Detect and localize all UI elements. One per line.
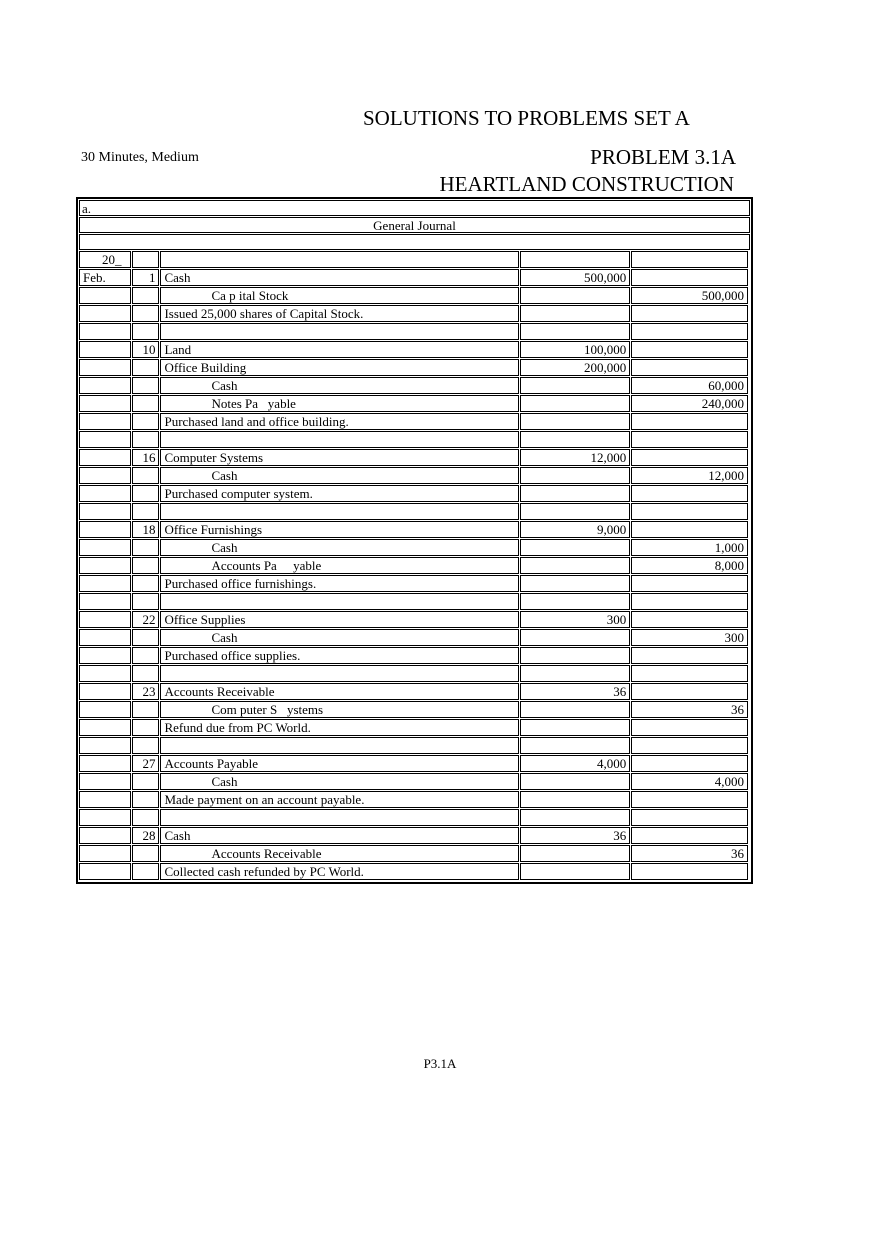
credit-cell: [631, 521, 748, 538]
page-title: SOLUTIONS TO PROBLEMS SET A: [363, 106, 690, 130]
day-cell: [132, 809, 159, 826]
blank-row: [79, 503, 748, 520]
day-cell: [132, 863, 159, 880]
month-cell: [79, 791, 131, 808]
account-cell: [160, 431, 518, 448]
journal-entry-row: [79, 647, 748, 664]
month-cell: [79, 557, 131, 574]
journal-entry-row: [79, 305, 748, 322]
blank-row: [79, 323, 748, 340]
debit-cell: [520, 539, 631, 556]
explanation-cell: Refund due from PC World.: [160, 719, 518, 736]
journal-entry-row: [79, 269, 748, 286]
debit-cell: [520, 863, 631, 880]
day-cell: 27: [132, 755, 159, 772]
day-cell: [132, 773, 159, 790]
credit-cell: 4,000: [631, 773, 748, 790]
credit-cell: 12,000: [631, 467, 748, 484]
month-cell: [79, 647, 131, 664]
debit-cell: [520, 701, 631, 718]
credit-cell: 300: [631, 629, 748, 646]
credit-cell: [631, 827, 748, 844]
debit-cell: 200,000: [520, 359, 631, 376]
month-cell: [79, 485, 131, 502]
debit-cell: 36: [520, 683, 631, 700]
month-cell: [79, 593, 131, 610]
debit-cell: [520, 647, 631, 664]
day-cell: [132, 323, 159, 340]
day-cell: [132, 467, 159, 484]
day-cell: 16: [132, 449, 159, 466]
account-cell: [160, 503, 518, 520]
account-cell: [160, 323, 518, 340]
account-cell: Cash: [160, 773, 518, 790]
credit-cell: [631, 485, 748, 502]
account-cell: Accounts Pa yable: [160, 557, 518, 574]
journal-entry-row: [79, 719, 748, 736]
day-cell: [132, 359, 159, 376]
account-cell: Computer Systems: [160, 449, 518, 466]
journal-entry-row: [79, 701, 748, 718]
journal-entry-row: [79, 485, 748, 502]
month-cell: [79, 395, 131, 412]
debit-cell: [520, 323, 631, 340]
account-cell: Com puter S ystems: [160, 701, 518, 718]
debit-cell: [520, 557, 631, 574]
credit-cell: [631, 305, 748, 322]
journal-entry-row: [79, 287, 748, 304]
month-cell: [79, 701, 131, 718]
day-cell: [132, 701, 159, 718]
day-cell: [132, 413, 159, 430]
month-cell: [79, 827, 131, 844]
month-cell: [79, 503, 131, 520]
journal-entry-row: [79, 413, 748, 430]
debit-cell: 100,000: [520, 341, 631, 358]
journal-entry-row: [79, 827, 748, 844]
month-cell: [79, 575, 131, 592]
day-cell: [132, 395, 159, 412]
journal-entry-row: [79, 863, 748, 880]
credit-cell: [631, 359, 748, 376]
credit-cell: 36: [631, 845, 748, 862]
spacer-row: [79, 234, 750, 250]
part-label: a.: [79, 200, 750, 216]
journal-entry-row: [79, 683, 748, 700]
journal-table: [78, 250, 749, 881]
day-cell: [132, 737, 159, 754]
debit-cell: [520, 665, 631, 682]
account-cell: Cash: [160, 539, 518, 556]
day-cell: [132, 665, 159, 682]
day-cell: 18: [132, 521, 159, 538]
credit-cell: [631, 809, 748, 826]
day-cell: [132, 575, 159, 592]
month-cell: [79, 431, 131, 448]
account-cell: Ca p ital Stock: [160, 287, 518, 304]
month-cell: [79, 863, 131, 880]
explanation-cell: Purchased land and office building.: [160, 413, 518, 430]
empty-cell: [160, 251, 518, 268]
account-cell: Accounts Payable: [160, 755, 518, 772]
debit-cell: [520, 377, 631, 394]
month-cell: [79, 665, 131, 682]
credit-cell: [631, 683, 748, 700]
journal-body: [79, 251, 748, 880]
journal-entry-row: [79, 539, 748, 556]
credit-cell: [631, 719, 748, 736]
month-cell: [79, 719, 131, 736]
month-cell: [79, 521, 131, 538]
account-cell: Notes Pa yable: [160, 395, 518, 412]
account-cell: Land: [160, 341, 518, 358]
debit-cell: [520, 395, 631, 412]
credit-cell: [631, 593, 748, 610]
debit-cell: [520, 791, 631, 808]
problem-number: PROBLEM 3.1A: [590, 145, 736, 169]
empty-cell: [520, 251, 631, 268]
day-cell: [132, 719, 159, 736]
month-cell: [79, 755, 131, 772]
credit-cell: 36: [631, 701, 748, 718]
journal-entry-row: [79, 611, 748, 628]
day-cell: 22: [132, 611, 159, 628]
empty-cell: [631, 251, 748, 268]
day-cell: [132, 377, 159, 394]
credit-cell: [631, 647, 748, 664]
journal-entry-row: [79, 575, 748, 592]
journal-entry-row: [79, 377, 748, 394]
credit-cell: 60,000: [631, 377, 748, 394]
year-row: [79, 251, 748, 268]
day-cell: [132, 503, 159, 520]
day-cell: [132, 845, 159, 862]
credit-cell: [631, 737, 748, 754]
general-journal: [76, 197, 753, 884]
month-cell: [79, 287, 131, 304]
day-cell: 1: [132, 269, 159, 286]
journal-entry-row: [79, 359, 748, 376]
credit-cell: [631, 323, 748, 340]
explanation-cell: Made payment on an account payable.: [160, 791, 518, 808]
account-cell: Cash: [160, 467, 518, 484]
credit-cell: [631, 431, 748, 448]
blank-row: [79, 593, 748, 610]
explanation-cell: Purchased office supplies.: [160, 647, 518, 664]
credit-cell: [631, 449, 748, 466]
empty-cell: [132, 251, 159, 268]
debit-cell: [520, 773, 631, 790]
day-cell: [132, 557, 159, 574]
debit-cell: [520, 737, 631, 754]
month-cell: [79, 539, 131, 556]
credit-cell: [631, 611, 748, 628]
account-cell: Accounts Receivable: [160, 683, 518, 700]
journal-entry-row: [79, 449, 748, 466]
day-cell: 28: [132, 827, 159, 844]
month-cell: [79, 467, 131, 484]
month-cell: [79, 737, 131, 754]
account-cell: Accounts Receivable: [160, 845, 518, 862]
month-cell: [79, 773, 131, 790]
debit-cell: [520, 413, 631, 430]
account-cell: [160, 665, 518, 682]
account-cell: [160, 737, 518, 754]
day-cell: 10: [132, 341, 159, 358]
debit-cell: [520, 503, 631, 520]
day-cell: [132, 431, 159, 448]
journal-entry-row: [79, 845, 748, 862]
month-cell: [79, 377, 131, 394]
credit-cell: [631, 755, 748, 772]
explanation-cell: Purchased computer system.: [160, 485, 518, 502]
debit-cell: [520, 845, 631, 862]
credit-cell: 1,000: [631, 539, 748, 556]
account-cell: [160, 809, 518, 826]
credit-cell: [631, 863, 748, 880]
day-cell: [132, 287, 159, 304]
account-cell: Office Furnishings: [160, 521, 518, 538]
debit-cell: 4,000: [520, 755, 631, 772]
credit-cell: 500,000: [631, 287, 748, 304]
day-cell: [132, 593, 159, 610]
account-cell: Office Supplies: [160, 611, 518, 628]
debit-cell: 500,000: [520, 269, 631, 286]
debit-cell: [520, 719, 631, 736]
day-cell: 23: [132, 683, 159, 700]
page-footer: P3.1A: [423, 1056, 457, 1071]
journal-entry-row: [79, 791, 748, 808]
debit-cell: 36: [520, 827, 631, 844]
account-cell: Cash: [160, 377, 518, 394]
month-cell: Feb.: [79, 269, 131, 286]
journal-title: General Journal: [79, 217, 750, 233]
debit-cell: [520, 593, 631, 610]
month-cell: [79, 611, 131, 628]
credit-cell: [631, 413, 748, 430]
credit-cell: [631, 341, 748, 358]
journal-entry-row: [79, 467, 748, 484]
day-cell: [132, 485, 159, 502]
debit-cell: [520, 287, 631, 304]
debit-cell: 300: [520, 611, 631, 628]
month-cell: [79, 413, 131, 430]
journal-entry-row: [79, 341, 748, 358]
day-cell: [132, 647, 159, 664]
credit-cell: 8,000: [631, 557, 748, 574]
time-difficulty-label: 30 Minutes, Medium: [81, 150, 199, 165]
credit-cell: [631, 575, 748, 592]
month-cell: [79, 629, 131, 646]
explanation-cell: Collected cash refunded by PC World.: [160, 863, 518, 880]
journal-entry-row: [79, 557, 748, 574]
journal-entry-row: [79, 629, 748, 646]
day-cell: [132, 791, 159, 808]
month-cell: [79, 683, 131, 700]
debit-cell: [520, 629, 631, 646]
month-cell: [79, 359, 131, 376]
debit-cell: [520, 809, 631, 826]
debit-cell: [520, 467, 631, 484]
company-name: HEARTLAND CONSTRUCTION: [439, 172, 734, 196]
blank-row: [79, 431, 748, 448]
month-cell: [79, 305, 131, 322]
debit-cell: [520, 485, 631, 502]
journal-entry-row: [79, 395, 748, 412]
month-cell: [79, 809, 131, 826]
account-cell: Office Building: [160, 359, 518, 376]
month-cell: [79, 449, 131, 466]
credit-cell: [631, 665, 748, 682]
month-cell: [79, 341, 131, 358]
month-cell: [79, 845, 131, 862]
year-cell: 20_: [79, 251, 131, 268]
debit-cell: [520, 431, 631, 448]
debit-cell: 9,000: [520, 521, 631, 538]
journal-entry-row: [79, 755, 748, 772]
journal-entry-row: [79, 773, 748, 790]
explanation-cell: Purchased office furnishings.: [160, 575, 518, 592]
day-cell: [132, 629, 159, 646]
account-cell: Cash: [160, 269, 518, 286]
debit-cell: [520, 575, 631, 592]
day-cell: [132, 539, 159, 556]
credit-cell: 240,000: [631, 395, 748, 412]
credit-cell: [631, 791, 748, 808]
blank-row: [79, 809, 748, 826]
account-cell: Cash: [160, 827, 518, 844]
journal-entry-row: [79, 521, 748, 538]
blank-row: [79, 737, 748, 754]
debit-cell: 12,000: [520, 449, 631, 466]
credit-cell: [631, 503, 748, 520]
day-cell: [132, 305, 159, 322]
account-cell: Cash: [160, 629, 518, 646]
explanation-cell: Issued 25,000 shares of Capital Stock.: [160, 305, 518, 322]
blank-row: [79, 665, 748, 682]
account-cell: [160, 593, 518, 610]
credit-cell: [631, 269, 748, 286]
debit-cell: [520, 305, 631, 322]
month-cell: [79, 323, 131, 340]
